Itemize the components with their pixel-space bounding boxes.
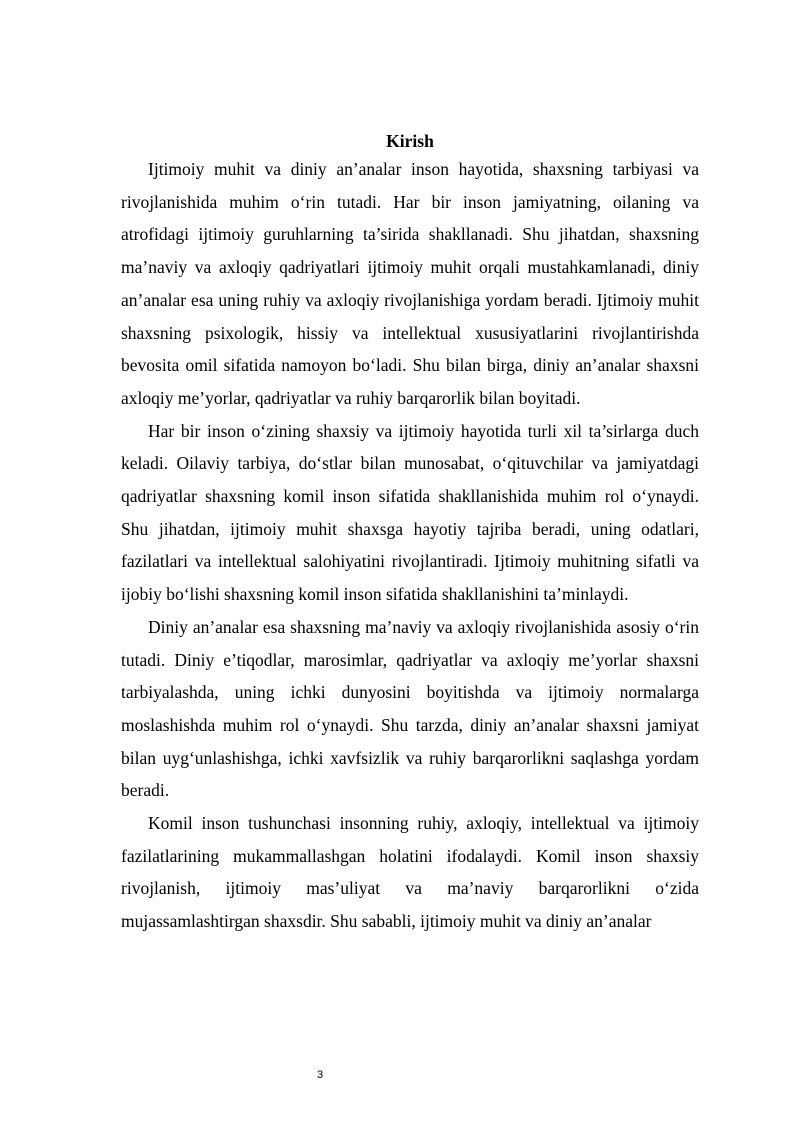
paragraph-3: Diniy an’analar esa shaxsning ma’naviy va axloqiy rivojlanishida asosiy o‘rin tutadi. Diniy e’tiqodlar, marosimlar, qadriyatlar va axloqiy me’yorlar shaxsni tarbiyalashda, uning ichki dunyosini boyitishda va ijtimoiy normalarga moslashishda muhim rol o‘ynaydi. Shu tarzda, diniy an’analar shaxsni jamiyat bilan uyg‘unlashishga, ichki xavfsizlik va ruhiy barqarorlikni saqlashga yordam beradi. — [121, 616, 699, 801]
paragraph-2: Har bir inson o‘zining shaxsiy va ijtimoiy hayotida turli xil ta’sirlarga duch keladi. Oilaviy tarbiya, do‘stlar bilan munosabat, o‘qituvchilar va jamiyatdagi qadriyatlar shaxsning komil inson sifatida shakllanishida muhim rol o‘ynaydi. Shu jihatdan, ijtimoiy muhit shaxsga hayotiy tajriba beradi, uning odatlari, fazilatlari va intellektual salohiyatini rivojlantiradi. Ijtimoiy muhitning sifatli va ijobiy bo‘lishi shaxsning komil inson sifatida shakllanishini ta’minlaydi. — [121, 420, 699, 605]
paragraph-1: Ijtimoiy muhit va diniy an’analar inson hayotida, shaxsning tarbiyasi va rivojlanishida muhim o‘rin tutadi. Har bir inson jamiyatning, oilaning va atrofidagi ijtimoiy guruhlarning ta’sirida shakllanadi. Shu jihatdan, shaxsning ma’naviy va axloqiy qadriyatlari ijtimoiy muhit orqali mustahkamlanadi, diniy an’analar esa uning ruhiy va axloqiy rivojlanishiga yordam beradi. Ijtimoiy muhit shaxsning psixologik, hissiy va intellektual xususiyatlarini rivojlantirishda bevosita omil sifatida namoyon bo‘ladi. Shu bilan birga, diniy an’analar shaxsni axloqiy me’yorlar, qadriyatlar va ruhiy barqarorlik bilan boyitadi. — [121, 159, 699, 408]
paragraph-4: Komil inson tushunchasi insonning ruhiy, axloqiy, intellektual va ijtimoiy fazilatlarining mukammallashgan holatini ifodalaydi. Komil inson shaxsiy rivojlanish, ijtimoiy mas’uliyat va ma’naviy barqarorlikni o‘zida mujassamlashtirgan shaxsdir. Shu sababli, ijtimoiy muhit va diniy an’analar — [121, 813, 699, 932]
page-number: 3 — [316, 1069, 324, 1081]
section-title: Kirish — [386, 131, 434, 151]
page-body — [121, 129, 699, 938]
